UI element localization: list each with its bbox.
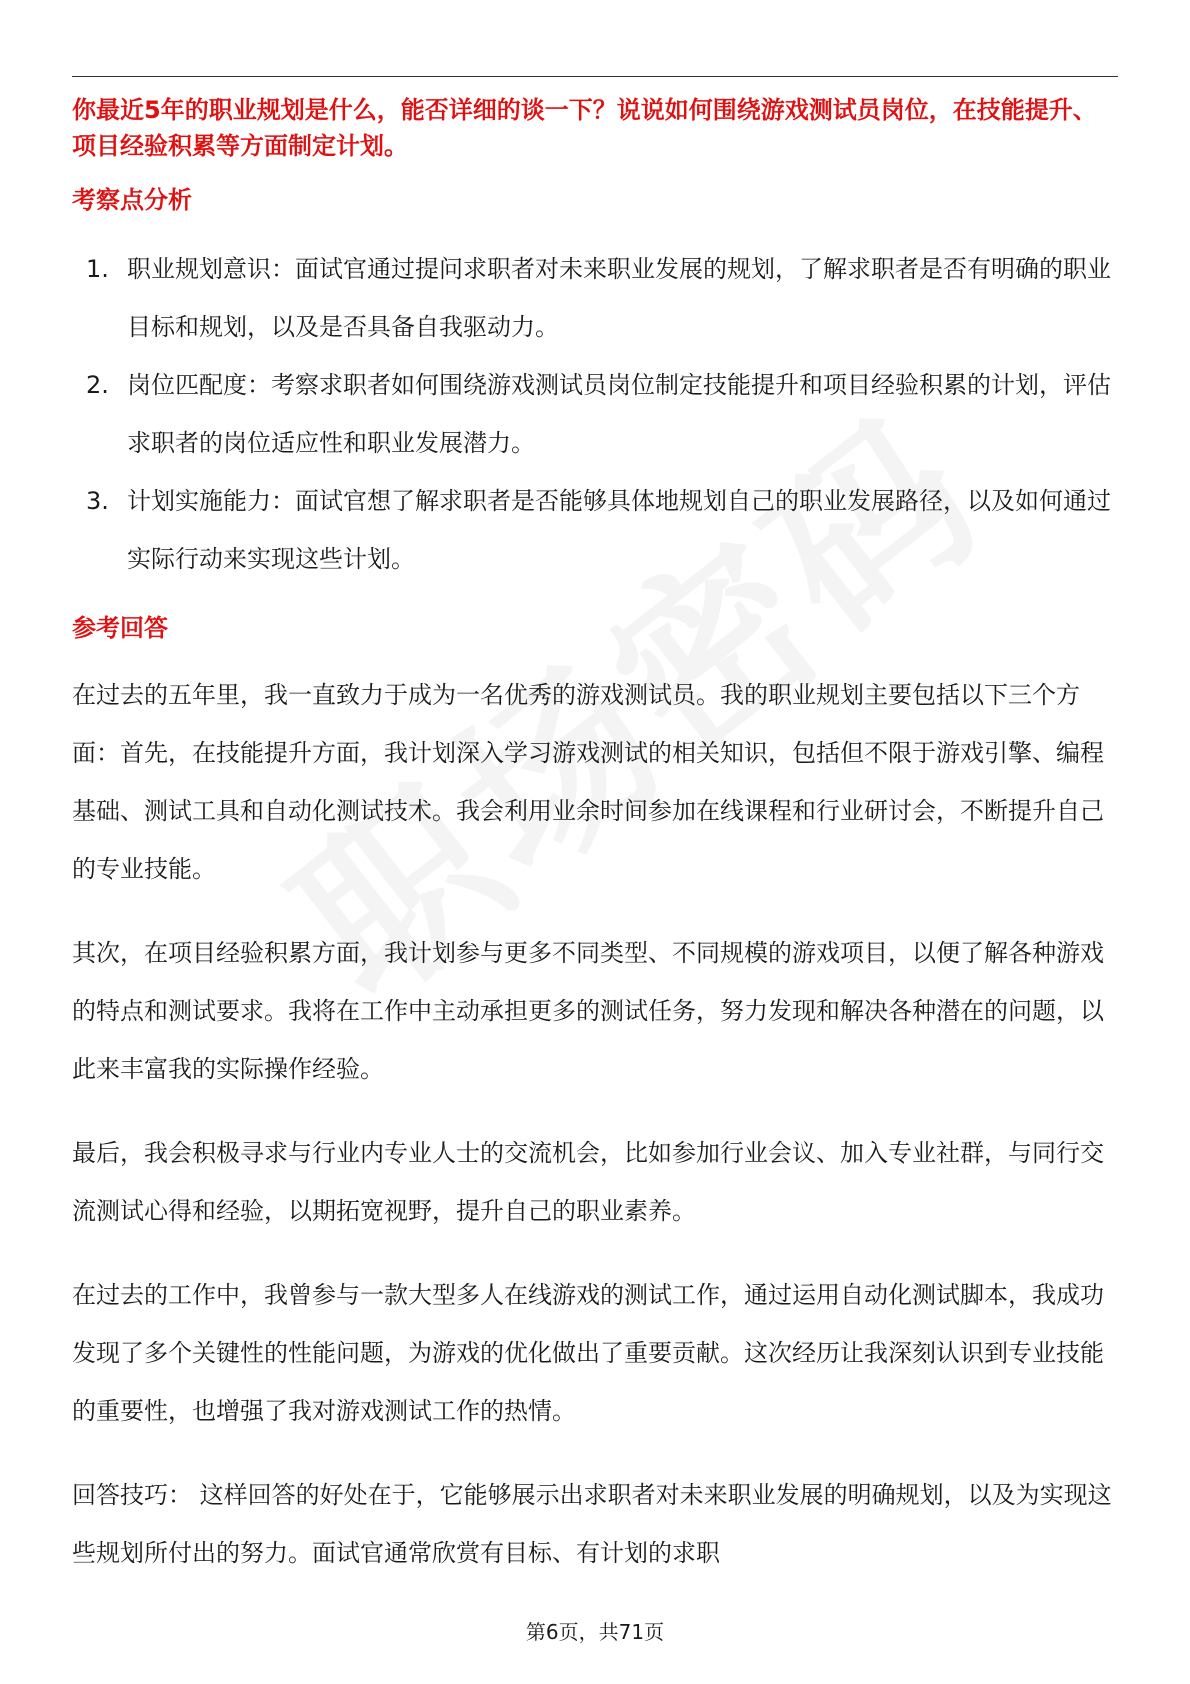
top-divider (72, 76, 1118, 77)
analysis-item-text: 职业规划意识：面试官通过提问求职者对未来职业发展的规划，了解求职者是否有明确的职业目标和规划，以及是否具备自我驱动力。 (127, 255, 1111, 341)
answer-tips-paragraph: 回答技巧： 这样回答的好处在于，它能够展示出求职者对未来职业发展的明确规划，以及为实现这些规划所付出的努力。面试官通常欣赏有目标、有计划的求职 (72, 1481, 1112, 1567)
answer-paragraph: 最后，我会积极寻求与行业内专业人士的交流机会，比如参加行业会议、加入专业社群，与同行交流测试心得和经验，以期拓宽视野，提升自己的职业素养。 (72, 1139, 1104, 1225)
analysis-item (72, 356, 1118, 472)
answer-heading: 参考回答 (72, 614, 168, 642)
analysis-heading: 考察点分析 (72, 186, 192, 214)
analysis-item-number: 1. (86, 255, 109, 283)
interview-question: 你最近5年的职业规划是什么，能否详细的谈一下？说说如何围绕游戏测试员岗位，在技能提升、项目经验积累等方面制定计划。 (72, 96, 1097, 160)
analysis-item (72, 240, 1118, 356)
answer-paragraph: 在过去的五年里，我一直致力于成为一名优秀的游戏测试员。我的职业规划主要包括以下三个方面：首先，在技能提升方面，我计划深入学习游戏测试的相关知识，包括但不限于游戏引擎、编程基础、测试工具和自动化测试技术。我会利用业余时间参加在线课程和行业研讨会，不断提升自己的专业技能。 (72, 681, 1104, 883)
answer-paragraph: 在过去的工作中，我曾参与一款大型多人在线游戏的测试工作，通过运用自动化测试脚本，我成功发现了多个关键性的性能问题，为游戏的优化做出了重要贡献。这次经历让我深刻认识到专业技能的重要性，也增强了我对游戏测试工作的热情。 (72, 1281, 1104, 1425)
analysis-item (72, 472, 1118, 588)
answer-paragraph: 其次，在项目经验积累方面，我计划参与更多不同类型、不同规模的游戏项目，以便了解各种游戏的特点和测试要求。我将在工作中主动承担更多的测试任务，努力发现和解决各种潜在的问题，以此来丰富我的实际操作经验。 (72, 939, 1104, 1083)
page-number-footer: 第6页，共71页 (525, 1620, 665, 1644)
page-content (72, 92, 1118, 1582)
analysis-item-number: 3. (86, 487, 109, 515)
analysis-item-number: 2. (86, 371, 109, 399)
analysis-item-text: 计划实施能力：面试官想了解求职者是否能够具体地规划自己的职业发展路径，以及如何通过实际行动来实现这些计划。 (127, 487, 1111, 573)
analysis-list (72, 240, 1118, 588)
analysis-item-text: 岗位匹配度：考察求职者如何围绕游戏测试员岗位制定技能提升和项目经验积累的计划，评估求职者的岗位适应性和职业发展潜力。 (127, 371, 1111, 457)
